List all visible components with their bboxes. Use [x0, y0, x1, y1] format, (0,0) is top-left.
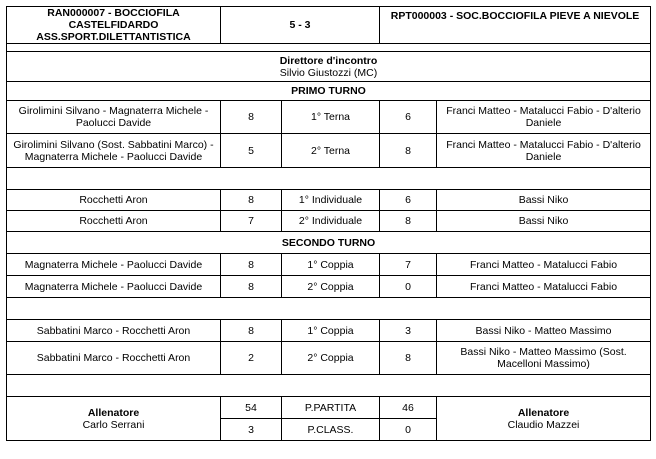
event-label: 1° Coppia	[282, 254, 380, 276]
away-players: Bassi Niko - Matteo Massimo (Sost. Macelloni Massimo)	[437, 342, 651, 375]
away-players: Franci Matteo - Matalucci Fabio	[437, 276, 651, 298]
partita-label: P.PARTITA	[282, 397, 380, 419]
match-score: 5 - 3	[221, 7, 380, 44]
director-name: Silvio Giustozzi (MC)	[279, 66, 378, 79]
turno2-title-row	[7, 232, 651, 254]
director-row	[7, 52, 651, 82]
director-label: Direttore d'incontro	[279, 54, 378, 67]
away-score: 3	[380, 320, 437, 342]
event-label: 2° Terna	[282, 134, 380, 168]
match-row	[7, 276, 651, 298]
away-score: 6	[380, 190, 437, 211]
match-row	[7, 254, 651, 276]
home-players: Sabbatini Marco - Rocchetti Aron	[7, 320, 221, 342]
turno2-title: SECONDO TURNO	[7, 232, 651, 254]
home-players: Rocchetti Aron	[7, 211, 221, 232]
home-players: Sabbatini Marco - Rocchetti Aron	[7, 342, 221, 375]
home-coach-cell	[7, 397, 221, 441]
away-score: 6	[380, 101, 437, 134]
footer-row-partita	[7, 397, 651, 419]
away-score: 8	[380, 134, 437, 168]
class-away: 0	[380, 419, 437, 441]
spacer-row	[7, 44, 651, 52]
away-score: 8	[380, 211, 437, 232]
home-score: 8	[221, 254, 282, 276]
away-players: Bassi Niko	[437, 211, 651, 232]
match-row	[7, 211, 651, 232]
match-table	[6, 6, 651, 441]
home-coach-name: Carlo Serrani	[82, 418, 145, 431]
home-players: Girolimini Silvano - Magnaterra Michele - Paolucci Davide	[7, 101, 221, 134]
home-players: Girolimini Silvano (Sost. Sabbatini Marco) - Magnaterra Michele - Paolucci Davide	[7, 134, 221, 168]
away-score: 8	[380, 342, 437, 375]
match-row	[7, 190, 651, 211]
turno1-title: PRIMO TURNO	[7, 82, 651, 101]
class-label: P.CLASS.	[282, 419, 380, 441]
match-row	[7, 134, 651, 168]
match-row	[7, 342, 651, 375]
home-score: 8	[221, 320, 282, 342]
match-row	[7, 101, 651, 134]
away-players: Franci Matteo - Matalucci Fabio - D'alterio Daniele	[437, 101, 651, 134]
match-row	[7, 320, 651, 342]
away-coach-label: Allenatore	[517, 406, 570, 419]
event-label: 1° Coppia	[282, 320, 380, 342]
event-label: 1° Terna	[282, 101, 380, 134]
away-score: 7	[380, 254, 437, 276]
away-players: Franci Matteo - Matalucci Fabio - D'alterio Daniele	[437, 134, 651, 168]
away-coach-cell	[437, 397, 651, 441]
home-score: 8	[221, 190, 282, 211]
home-players: Magnaterra Michele - Paolucci Davide	[7, 254, 221, 276]
home-score: 5	[221, 134, 282, 168]
home-score: 8	[221, 101, 282, 134]
spacer-row	[7, 375, 651, 397]
event-label: 2° Coppia	[282, 342, 380, 375]
away-players: Bassi Niko	[437, 190, 651, 211]
header-row	[7, 7, 651, 44]
partita-away: 46	[380, 397, 437, 419]
partita-home: 54	[221, 397, 282, 419]
turno1-title-row	[7, 82, 651, 101]
away-coach-name: Claudio Mazzei	[507, 418, 580, 431]
away-players: Franci Matteo - Matalucci Fabio	[437, 254, 651, 276]
home-players: Magnaterra Michele - Paolucci Davide	[7, 276, 221, 298]
spacer-row	[7, 168, 651, 190]
event-label: 2° Individuale	[282, 211, 380, 232]
home-score: 8	[221, 276, 282, 298]
home-score: 2	[221, 342, 282, 375]
event-label: 2° Coppia	[282, 276, 380, 298]
home-team-name: RAN000007 - BOCCIOFILA CASTELFIDARDO ASS.SPORT.DILETTANTISTICA	[7, 7, 221, 44]
match-report	[6, 6, 650, 441]
home-players: Rocchetti Aron	[7, 190, 221, 211]
class-home: 3	[221, 419, 282, 441]
spacer-row	[7, 298, 651, 320]
away-players: Bassi Niko - Matteo Massimo	[437, 320, 651, 342]
away-team-name: RPT000003 - SOC.BOCCIOFILA PIEVE A NIEVOLE	[380, 7, 651, 44]
home-coach-label: Allenatore	[87, 406, 140, 419]
event-label: 1° Individuale	[282, 190, 380, 211]
away-score: 0	[380, 276, 437, 298]
home-score: 7	[221, 211, 282, 232]
